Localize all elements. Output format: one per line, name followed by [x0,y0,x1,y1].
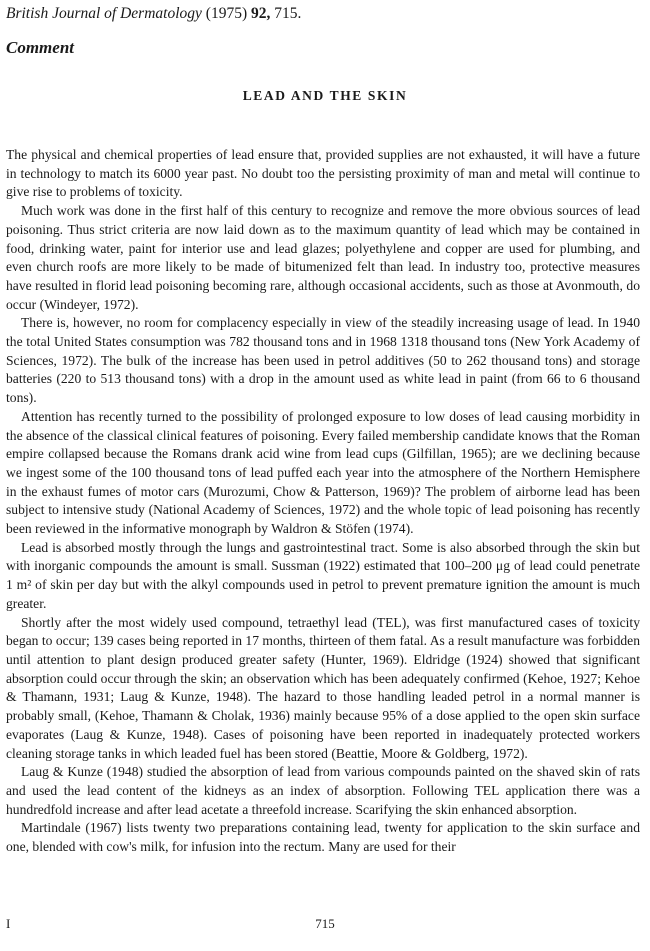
journal-page: 715. [274,5,302,22]
footer-signature-mark: I [6,916,11,931]
page-number: 715 [315,916,335,931]
article-title: LEAD AND THE SKIN [242,88,408,103]
journal-year: (1975) [205,5,248,22]
section-heading: Comment [6,38,75,57]
journal-volume: 92, [250,5,271,22]
paragraph: Attention has recently turned to the possibility of prolonged exposure to low doses of lead causing morbidity in the absence of the classical clinical features of poisoning. Every failed membership candidate knows that the Roman empire collapsed because the Romans drank acid wine from lead cups (Gilfillan, 1965); are we declining because we ingest some of the 100 thousand tons of lead puffed each year into the atmosphere of the Northern Hemisphere in the exhaust fumes of motor cars (Murozumi, Chow & Patterson, 1969)? The problem of airborne lead has been subject to intensive study (National Academy of Sciences, 1972) and the whole topic of lead poisoning has recently been reviewed in the informative monograph by Waldron & Stöfen (1974). [6,408,640,537]
article-body [6,146,640,857]
paragraph: Laug & Kunze (1948) studied the absorption of lead from various compounds painted on the shaved skin of rats and used the lead content of the kidneys as an index of absorption. Following TEL application there was a hundredfold increase and after lead acetate a threefold increase. Scarifying the skin enhanced absorption. [6,764,640,817]
journal-name: British Journal of Dermatology [6,5,202,22]
paragraph: Shortly after the most widely used compound, tetraethyl lead (TEL), was first manufactured cases of toxicity began to occur; 139 cases being reported in 17 months, thirteen of them fatal. As a result manufacture was forbidden until attention to plant design produced greater safety (Hunter, 1969). Eldridge (1924) showed that significant absorption could occur through the skin; an observation which has been adequately confirmed (Kehoe, 1927; Kehoe & Thamann, 1931; Laug & Kunze, 1948). The hazard to those handling leaded petrol in a normal manner is probably small, (Kehoe, Thamann & Cholak, 1936) mainly because 95% of a dose applied to the open skin surface evaporates (Laug & Kunze, 1948). Cases of poisoning have been reported in inadequately protected workers cleaning storage tanks in which leaded fuel has been stored (Beattie, Moore & Goldberg, 1972). [6,614,640,761]
paragraph: There is, however, no room for complacency especially in view of the steadily increasing usage of lead. In 1940 the total United States consumption was 782 thousand tons and in 1968 1318 thousand tons (New York Academy of Sciences, 1972). The bulk of the increase has been used in petrol additives (50 to 262 thousand tons) and storage batteries (220 to 513 thousand tons) with a drop in the amount used as white lead in paint (from 66 to 6 thousand tons). [6,315,640,406]
paragraph: Martindale (1967) lists twenty two preparations containing lead, twenty for application to the skin surface and one, blended with cow's milk, for infusion into the rectum. Many are used for their [6,820,640,855]
running-header [6,4,301,24]
paragraph: The physical and chemical properties of lead ensure that, provided supplies are not exhausted, it will have a future in technology to match its 6000 year past. No doubt too the persisting proximity of man and metal will continue to give rise to problems of toxicity. [6,147,640,200]
paragraph: Lead is absorbed mostly through the lungs and gastrointestinal tract. Some is also absorbed through the skin but with inorganic compounds the amount is small. Sussman (1922) estimated that 100–200 μg of lead could penetrate 1 m² of skin per day but with the alkyl compounds used in petrol to prevent premature ignition the amount is much greater. [6,539,640,611]
paragraph: Much work was done in the first half of this century to recognize and remove the more obvious sources of lead poisoning. Thus strict criteria are now laid down as to the maximum quantity of lead which may be contained in food, drinking water, paint for interior use and lead glazes; polyethylene and copper are used for plumbing, and even church roofs are more likely to be made of bitumenized felt than lead. In industry too, protective measures have resulted in florid lead poisoning becoming rare, although occasional accidents, such as those at Avonmouth, do occur (Windeyer, 1972). [6,203,640,312]
